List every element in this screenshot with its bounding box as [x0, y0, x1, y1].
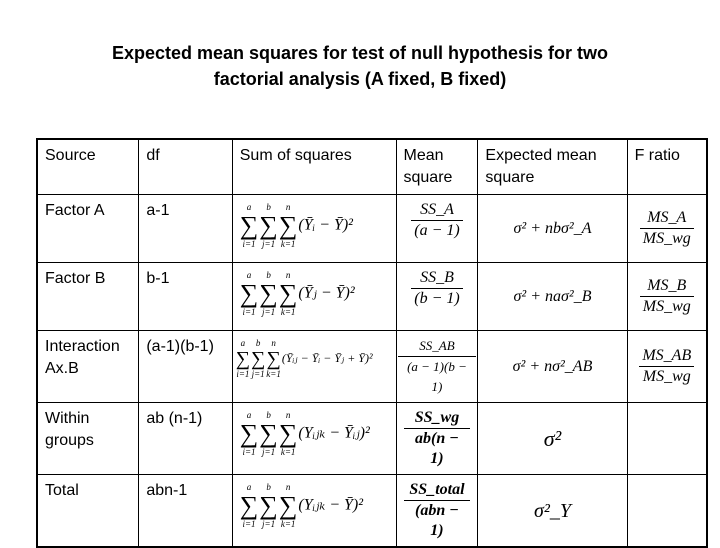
row-source: Interaction Ax.B — [37, 331, 139, 403]
header-df: df — [139, 139, 232, 195]
triple-sum: a ∑ i=1 b ∑ j=1 n ∑ k=1 (Ȳᵢⱼ − Ȳᵢ − Ȳⱼ + Ȳ)² — [235, 338, 373, 379]
header-row — [37, 139, 707, 195]
expected-mean-square: σ²_Y — [478, 475, 627, 548]
sum-of-squares-formula — [232, 195, 396, 263]
title-line-2: factorial analysis (A fixed, B fixed) — [213, 69, 507, 89]
table-row — [37, 475, 707, 548]
f-ratio-formula — [627, 331, 707, 403]
table-row — [37, 403, 707, 475]
triple-sum: a ∑ i=1 b ∑ j=1 n ∑ k=1 (Yᵢⱼₖ − Ȳ)² — [239, 482, 364, 529]
ms-denominator: (abn − 1) — [415, 502, 459, 539]
row-source: Total — [37, 475, 139, 548]
f-ratio-formula — [627, 195, 707, 263]
expected-mean-square: σ² + nσ²_AB — [478, 331, 627, 403]
row-df: b-1 — [139, 263, 232, 331]
header-f-ratio: F ratio — [627, 139, 707, 195]
ms-numerator: SS_B — [411, 268, 462, 289]
ms-numerator: SS_total — [404, 480, 471, 501]
ms-numerator: SS_A — [411, 200, 462, 221]
header-mean-square: Mean square — [396, 139, 478, 195]
slide-title — [40, 40, 680, 92]
anova-table — [36, 138, 708, 548]
ms-denominator: ab(n − 1) — [415, 430, 459, 467]
sum-of-squares-formula — [232, 403, 396, 475]
mean-square-formula — [396, 403, 478, 475]
mean-square-formula — [396, 195, 478, 263]
table-row — [37, 263, 707, 331]
mean-square-formula — [396, 263, 478, 331]
f-ratio-formula — [627, 263, 707, 331]
triple-sum: a ∑ i=1 b ∑ j=1 n ∑ k=1 (Ȳⱼ − Ȳ)² — [239, 270, 355, 317]
header-source: Source — [37, 139, 139, 195]
mean-square-formula — [396, 331, 478, 403]
f-denominator: MS_wg — [642, 298, 691, 315]
row-source: Factor A — [37, 195, 139, 263]
row-source: Within groups — [37, 403, 139, 475]
ms-denominator: (b − 1) — [414, 290, 460, 307]
expected-mean-square: σ² + nbσ²_A — [478, 195, 627, 263]
f-denominator: MS_wg — [642, 230, 691, 247]
table-row — [37, 331, 707, 403]
ss-term: (Ȳᵢ − Ȳ)² — [298, 216, 353, 234]
f-denominator: MS_wg — [642, 368, 691, 385]
ss-term: (Yᵢⱼₖ − Ȳᵢⱼ)² — [298, 424, 370, 442]
ms-numerator: SS_wg — [404, 408, 471, 429]
triple-sum: a ∑ i=1 b ∑ j=1 n ∑ k=1 (Ȳᵢ − Ȳ)² — [239, 202, 353, 249]
header-sum-of-squares: Sum of squares — [232, 139, 396, 195]
ms-numerator: SS_AB — [398, 336, 477, 357]
f-ratio-formula — [627, 475, 707, 548]
expected-mean-square: σ² — [478, 403, 627, 475]
header-expected-mean-square: Expected mean square — [478, 139, 627, 195]
f-numerator: MS_B — [640, 276, 694, 297]
ss-term: (Yᵢⱼₖ − Ȳ)² — [298, 496, 364, 514]
table-row — [37, 195, 707, 263]
sum-of-squares-formula — [232, 331, 396, 403]
triple-sum: a ∑ i=1 b ∑ j=1 n ∑ k=1 (Yᵢⱼₖ − Ȳᵢⱼ)² — [239, 410, 370, 457]
sum-of-squares-formula — [232, 263, 396, 331]
sum-of-squares-formula — [232, 475, 396, 548]
row-df: (a-1)(b-1) — [139, 331, 232, 403]
row-source: Factor B — [37, 263, 139, 331]
mean-square-formula — [396, 475, 478, 548]
expected-mean-square: σ² + naσ²_B — [478, 263, 627, 331]
f-numerator: MS_AB — [639, 346, 694, 367]
ms-denominator: (a − 1) — [414, 222, 460, 239]
row-df: ab (n-1) — [139, 403, 232, 475]
ss-term: (Ȳᵢⱼ − Ȳᵢ − Ȳⱼ + Ȳ)² — [281, 350, 373, 365]
row-df: a-1 — [139, 195, 232, 263]
row-df: abn-1 — [139, 475, 232, 548]
title-line-1: Expected mean squares for test of null hypothesis for two — [111, 43, 609, 63]
f-ratio-formula — [627, 403, 707, 475]
ms-denominator: (a − 1)(b − 1) — [407, 359, 467, 394]
ss-term: (Ȳⱼ − Ȳ)² — [298, 284, 355, 302]
f-numerator: MS_A — [640, 208, 694, 229]
